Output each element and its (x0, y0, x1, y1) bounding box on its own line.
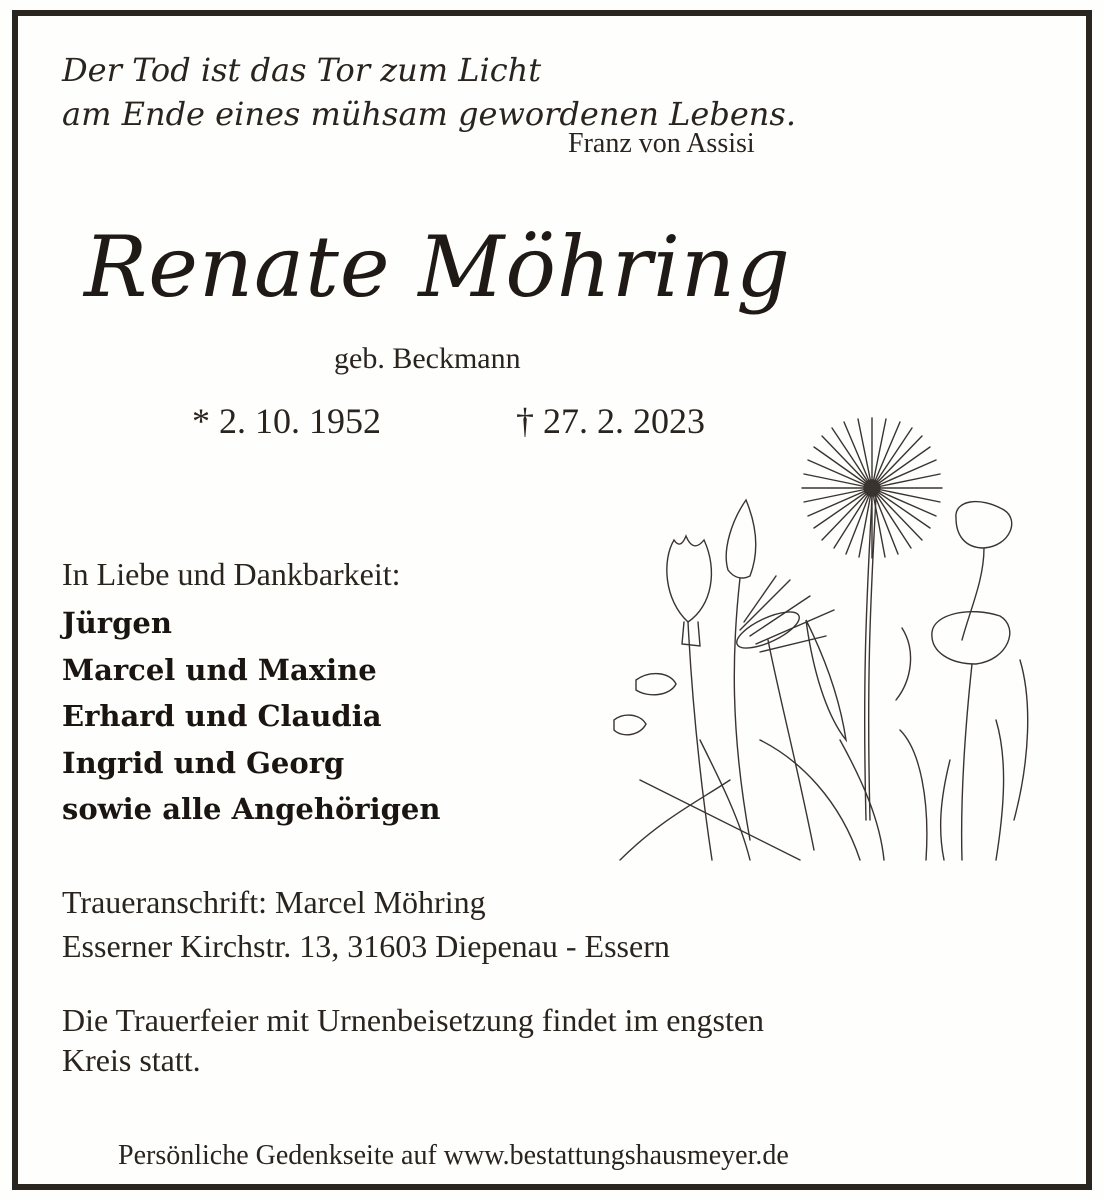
small-flower-icon (614, 674, 676, 735)
tulip-bud-icon (726, 500, 756, 840)
dandelion-flowers-illustration (600, 400, 1060, 870)
maiden-name: geb. Beckmann (334, 342, 521, 375)
birth-date: * 2. 10. 1952 (192, 401, 381, 441)
leaves-icon (620, 620, 1028, 860)
memorial-quote (62, 48, 796, 136)
address-line-1: Traueranschrift: Marcel Möhring (62, 884, 486, 920)
mourning-address (62, 880, 670, 968)
mourner-name: Erhard und Claudia (62, 699, 382, 733)
mourner-name: Marcel und Maxine (62, 652, 377, 687)
address-line-2: Esserner Kirchstr. 13, 31603 Diepenau - Essern (62, 928, 670, 964)
mourner-name: sowie alle Angehörigen (62, 792, 441, 826)
mourners-intro: In Liebe und Dankbarkeit: (62, 556, 401, 592)
deceased-name: Renate Möhring (84, 218, 791, 316)
quote-author: Franz von Assisi (568, 128, 755, 159)
death-date: † 27. 2. 2023 (516, 401, 705, 441)
quote-line-2: am Ende eines mühsam gewordenen Lebens. (62, 95, 796, 133)
quote-line-1: Der Tod ist das Tor zum Licht (62, 51, 542, 89)
mourners-list (62, 600, 440, 833)
tulip-bud-icon (667, 536, 712, 860)
mourner-name: Ingrid und Georg (62, 745, 345, 780)
daisy-flower-icon (732, 576, 834, 850)
ceremony-line-1: Die Trauerfeier mit Urnenbeisetzung findet im engsten (62, 1002, 765, 1038)
mourner-name: Jürgen (62, 606, 172, 640)
ceremony-line-2: Kreis statt. (62, 1042, 201, 1078)
memorial-page-link[interactable]: Persönliche Gedenkseite auf www.bestattungshausmeyer.de (118, 1140, 789, 1171)
dandelion-puff-icon (802, 418, 942, 820)
poppy-flower-icon (932, 612, 1010, 860)
ceremony-note (62, 1000, 764, 1080)
